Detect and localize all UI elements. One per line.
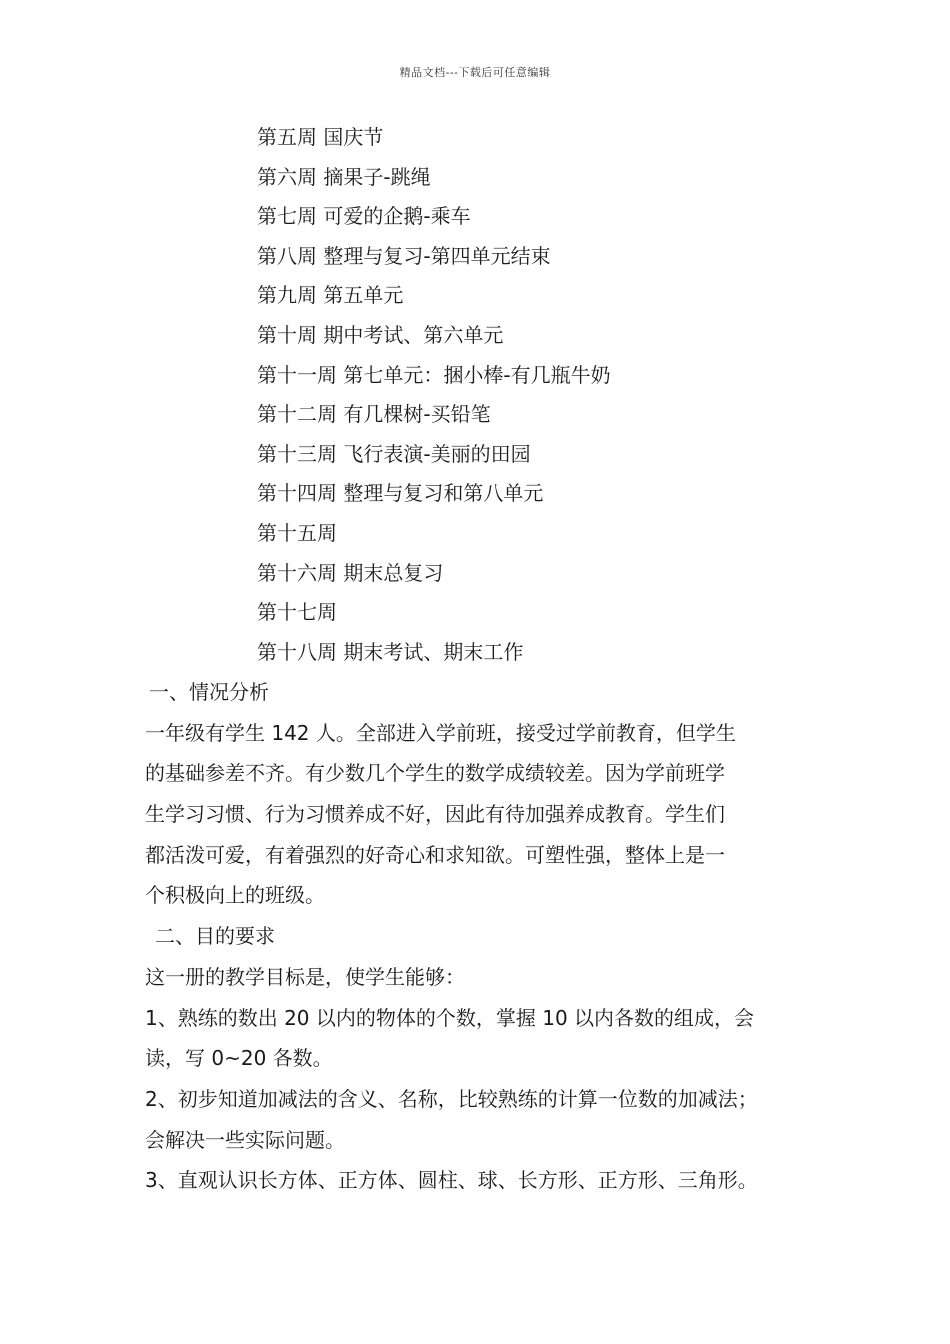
goal-item-1-continued: 读，写 0~20 各数。 [145,1046,333,1071]
goal-item-1: 1、熟练的数出 20 以内的物体的个数，掌握 10 以内各数的组成，会 [145,1005,755,1030]
paragraph-line: 的基础参差不齐。有少数几个学生的数学成绩较差。因为学前班学 [145,761,725,786]
schedule-item-week-10: 第十周 期中考试、第六单元 [257,322,504,347]
schedule-item-week-17: 第十七周 [257,600,337,625]
schedule-item-week-14: 第十四周 整理与复习和第八单元 [257,481,544,506]
page-header: 精品文档---下载后可任意编辑 [399,66,551,79]
section-heading-situation-analysis: 一、情况分析 [149,680,269,704]
schedule-item-week-5: 第五周 国庆节 [257,125,384,149]
schedule-item-week-8: 第八周 整理与复习-第四单元结束 [257,243,551,268]
section-heading-goals: 二、目的要求 [155,924,275,949]
goal-item-3: 3、直观认识长方体、正方体、圆柱、球、长方形、正方形、三角形。 [145,1168,758,1193]
paragraph-line: 个积极向上的班级。 [145,883,325,908]
schedule-item-week-12: 第十二周 有几棵树-买铅笔 [257,402,491,427]
document-body [145,672,825,1201]
schedule-item-week-11: 第十一周 第七单元：捆小棒-有几瓶牛奶 [257,362,611,387]
goal-item-2: 2、初步知道加减法的含义、名称，比较熟练的计算一位数的加减法； [145,1086,758,1111]
schedule-item-week-6: 第六周 摘果子-跳绳 [257,164,431,189]
schedule-item-week-15: 第十五周 [257,520,337,545]
paragraph-line: 这一册的教学目标是，使学生能够： [145,964,465,989]
schedule-item-week-9: 第九周 第五单元 [257,283,404,308]
paragraph-line: 都活泼可爱，有着强烈的好奇心和求知欲。可塑性强，整体上是一 [145,842,725,867]
weekly-schedule-list [257,118,611,672]
paragraph-line: 生学习习惯、行为习惯养成不好，因此有待加强养成教育。学生们 [145,802,725,827]
schedule-item-week-7: 第七周 可爱的企鹅-乘车 [257,204,471,229]
schedule-item-week-18: 第十八周 期末考试、期末工作 [257,639,524,664]
schedule-item-week-16: 第十六周 期末总复习 [257,560,444,585]
goal-item-2-continued: 会解决一些实际问题。 [145,1127,345,1152]
paragraph-line: 一年级有学生 142 人。全部进入学前班，接受过学前教育，但学生 [145,720,736,745]
schedule-item-week-13: 第十三周 飞行表演-美丽的田园 [257,441,531,466]
